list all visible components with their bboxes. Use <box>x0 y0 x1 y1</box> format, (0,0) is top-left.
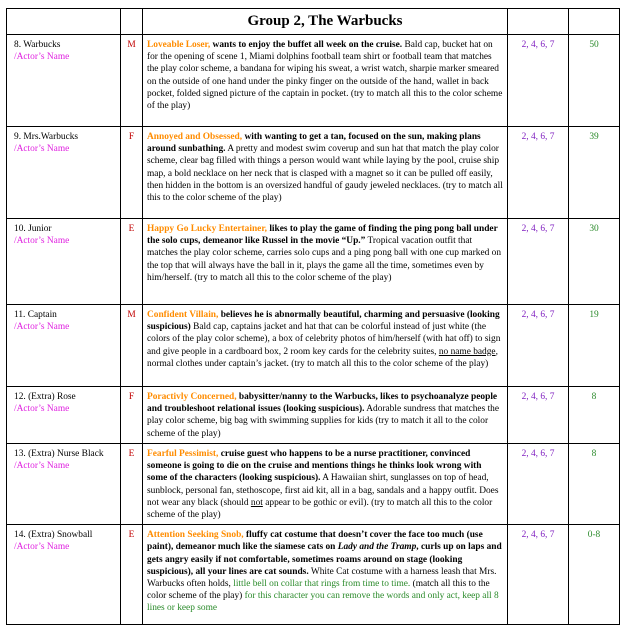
costume-description: Adorable sundress that matches the play color scheme, big bag with swimming supplies for kids (try to match it all to the color scheme of the play) <box>147 404 500 439</box>
lines-cell: 0-8 <box>569 525 620 625</box>
actor-name: /Actor’s Name <box>14 236 70 247</box>
scenes-cell: 2, 4, 6, 7 <box>508 305 569 387</box>
role-code: F <box>121 127 143 219</box>
character-name: 8. Warbucks <box>14 40 61 50</box>
costume-description: White Cat costume with a harness leash that Mrs. Warbucks often holds, <box>147 566 497 590</box>
header-empty-cell <box>121 9 143 35</box>
role-code: E <box>121 444 143 525</box>
role-code: M <box>121 305 143 387</box>
header-empty-cell <box>508 9 569 35</box>
costume-description-end: (match all this to the color scheme of the play) <box>147 579 490 602</box>
description-cell <box>143 444 508 525</box>
costume-description: A Hawaiian shirt, sunglasses on top of head, sunblock, personal fan, stethoscope, first aid kit, all in a bag, sandals and a happy outfit. Does not wear any black (should <box>147 473 499 508</box>
header-empty-cell <box>7 9 121 35</box>
description-cell <box>143 219 508 305</box>
scenes-cell: 2, 4, 6, 7 <box>508 444 569 525</box>
table-row <box>7 35 620 127</box>
character-cell <box>7 444 121 525</box>
character-cell <box>7 127 121 219</box>
scenes-cell: 2, 4, 6, 7 <box>508 219 569 305</box>
trait-summary: wants to enjoy the buffet all week on the cruise. <box>210 40 403 50</box>
actor-name: /Actor’s Name <box>14 461 70 472</box>
scenes-cell: 2, 4, 6, 7 <box>508 127 569 219</box>
lines-cell: 19 <box>569 305 620 387</box>
trait-label: Fearful Pessimist, <box>147 449 219 459</box>
costume-emphasis: no name badge <box>438 346 496 357</box>
character-cell <box>7 35 121 127</box>
character-name: 10. Junior <box>14 224 52 234</box>
role-code: M <box>121 35 143 127</box>
lines-cell: 39 <box>569 127 620 219</box>
costume-description: Bald cap, captains jacket and hat that can be colorful instead of just white (the colors of the play color scheme), a box of celebrity photos of him/herself (with hat off) to sign and give people in a cardboard box, 2 room key cards for the celebrity suites, <box>147 322 501 357</box>
role-code: E <box>121 219 143 305</box>
acting-note: for this character you can remove the words and only act, keep all 8 lines or keep some <box>147 591 499 614</box>
costume-description-end: appear to be gothic or evil). (try to match all this to the color scheme of the play) <box>147 497 493 521</box>
trait-label: Happy Go Lucky Entertainer, <box>147 224 267 234</box>
character-name: 13. (Extra) Nurse Black <box>14 449 104 459</box>
trait-summary: believes he is abnormally beautiful, charming and persuasive (looking suspicious) <box>147 310 500 333</box>
scenes-cell: 2, 4, 6, 7 <box>508 525 569 625</box>
actor-name: /Actor’s Name <box>14 52 70 63</box>
costume-description: A pretty and modest swim coverup and sun hat that match the play color scheme, clear bag filled with things a person would want while laying by the pool, cruise ship map, a bold necklace on her neck that is clasped with a magnet so it can be pulled off easily, then hidden in the bottom is an oversized handful of gaudy jeweled necklaces. (try to match all this to the color scheme of the play) <box>147 144 503 204</box>
trait-summary: cruise guest who happens to be a nurse practitioner, convinced someone is going to die on the cruise and mentions things he thinks look wrong with some of the characters (looking suspicious). <box>147 449 482 484</box>
character-name: 11. Captain <box>14 310 57 320</box>
table-header-row <box>7 9 620 35</box>
scenes-cell: 2, 4, 6, 7 <box>508 387 569 444</box>
table-row <box>7 305 620 387</box>
actor-name: /Actor’s Name <box>14 542 70 553</box>
trait-label: Attention Seeking Snob, <box>147 530 244 541</box>
costume-description: Bald cap, bucket hat on for the opening of scene 1, Miami dolphins football team shirt or football team that matches the play color scheme, a bandana for wiping his sweat, a wrist watch, sharpie marker smeared on the outside of one hand under the pinky finger on the outside of the hand, wallet in back pocket, folded signed picture of the captain in pocket. (try to match all this to the color scheme of the play) <box>147 40 503 112</box>
group-title: Group 2, The Warbucks <box>143 9 508 35</box>
table-row <box>7 444 620 525</box>
description-cell <box>143 35 508 127</box>
trait-label: Poractivly Concerned, <box>147 392 237 402</box>
role-code: F <box>121 387 143 444</box>
table-row <box>7 219 620 305</box>
character-cell <box>7 219 121 305</box>
costume-emphasis: not <box>250 497 263 508</box>
lines-cell: 8 <box>569 444 620 525</box>
trait-label: Confident Villain, <box>147 310 219 320</box>
role-code: E <box>121 525 143 625</box>
character-name: 14. (Extra) Snowball <box>14 530 93 541</box>
actor-name: /Actor’s Name <box>14 322 70 333</box>
trait-summary: fluffy cat costume that doesn’t cover the face too much (use paint), demeanor much like the siamese cats on <box>147 530 483 553</box>
character-name: 12. (Extra) Rose <box>14 392 76 402</box>
bell-note: little bell on collar that rings from time to time. <box>233 579 411 590</box>
header-empty-cell <box>569 9 620 35</box>
costume-description-end: , normal clothes under captain’s jacket. (try to match all this to the color scheme of the play) <box>147 346 498 369</box>
description-cell <box>143 525 508 625</box>
roles-table <box>6 8 620 625</box>
actor-name: /Actor’s Name <box>14 404 70 415</box>
trait-summary: likes to play the game of finding the ping pong ball under the solo cups, demeanor like Russel in the movie “Up.” <box>147 224 498 247</box>
trait-summary: babysitter/nanny to the Warbucks, likes to psychoanalyze people and troubleshoot relational issues (looking suspicious). <box>147 392 498 415</box>
table-row <box>7 127 620 219</box>
description-cell <box>143 127 508 219</box>
trait-summary-end: , curls up on laps and gets angry easily if not comfortable, sometimes roams around on stage (looking suspicious), all your lines are cat sounds. <box>147 542 502 577</box>
trait-label: Loveable Loser, <box>147 40 211 50</box>
table-row <box>7 525 620 625</box>
actor-name: /Actor’s Name <box>14 144 70 155</box>
costume-description: Tropical vacation outfit that matches the play color scheme, carries solo cups and a ping pong ball with one cup marked on the top that will always have the ball in it, plays the game all the time, sometimes even by him/herself. (try to match all this to the color scheme of the play) <box>147 236 502 283</box>
lines-cell: 30 <box>569 219 620 305</box>
scenes-cell: 2, 4, 6, 7 <box>508 35 569 127</box>
description-cell <box>143 305 508 387</box>
table-row <box>7 387 620 444</box>
character-cell <box>7 525 121 625</box>
lines-cell: 8 <box>569 387 620 444</box>
character-cell <box>7 305 121 387</box>
lines-cell: 50 <box>569 35 620 127</box>
movie-title: Lady and the Tramp <box>337 542 417 553</box>
description-cell <box>143 387 508 444</box>
character-name: 9. Mrs.Warbucks <box>14 132 79 142</box>
character-cell <box>7 387 121 444</box>
trait-label: Annoyed and Obsessed, <box>147 132 243 142</box>
trait-summary: with wanting to get a tan, focused on the sun, making plans around sunbathing. <box>147 132 481 155</box>
